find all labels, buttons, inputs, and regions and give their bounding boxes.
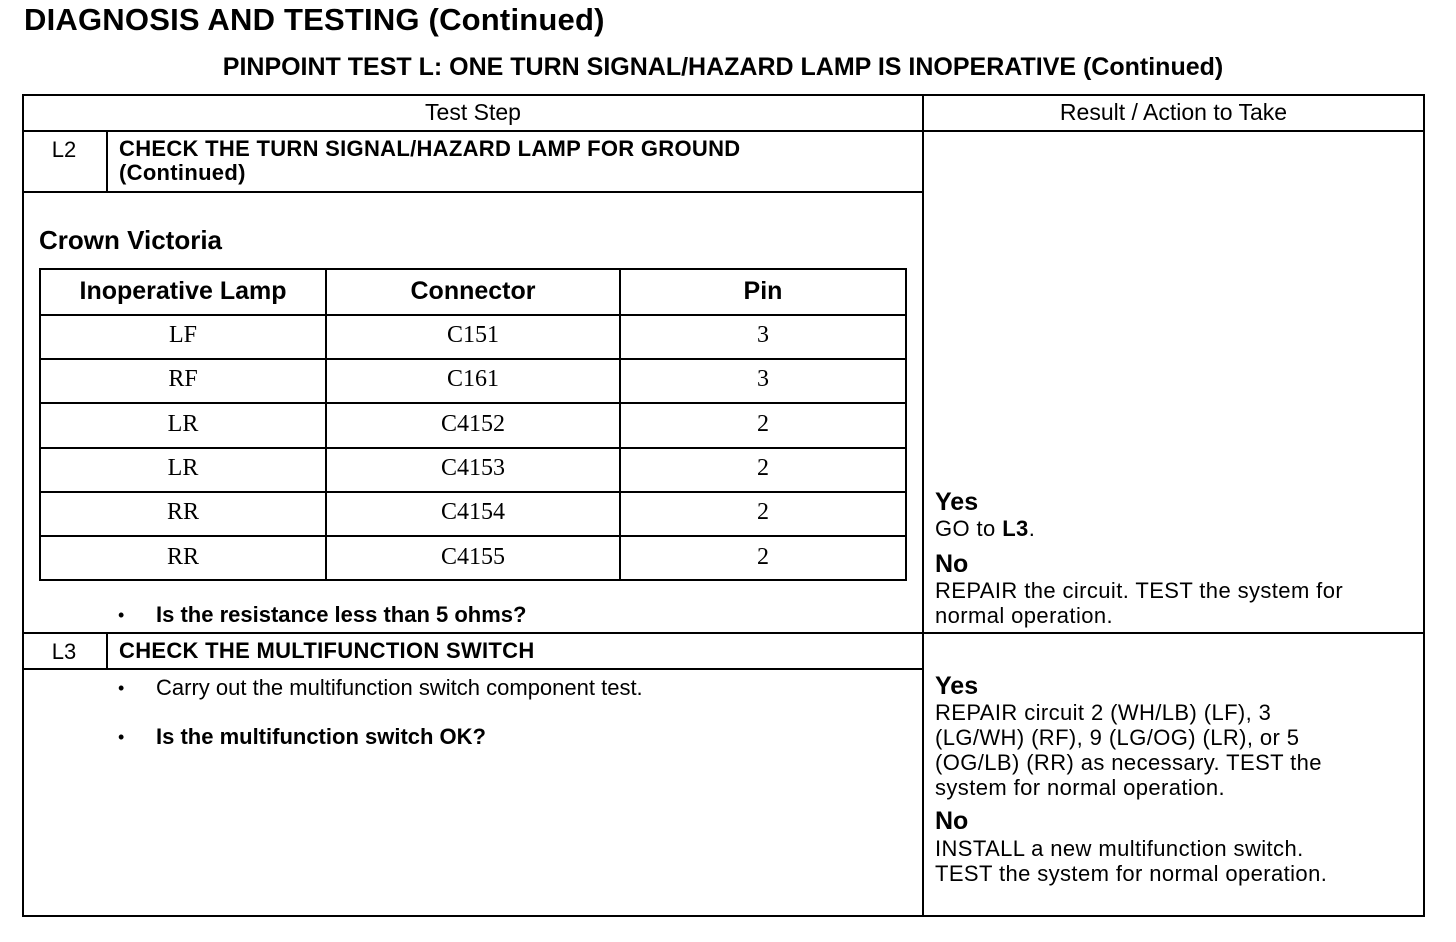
result-no-line: TEST the system for normal operation.: [935, 861, 1328, 886]
step-title: CHECK THE MULTIFUNCTION SWITCH: [119, 638, 535, 663]
column-header-connector: Connector: [410, 277, 536, 305]
connector-cell: C4152: [440, 411, 505, 437]
lamp-cell: LF: [168, 322, 197, 348]
step-question: Is the resistance less than 5 ohms?: [156, 602, 527, 627]
result-yes-line: (OG/LB) (RR) as necessary. TEST the: [935, 750, 1322, 775]
result-yes-line: (LG/WH) (RF), 9 (LG/OG) (LR), or 5: [935, 725, 1300, 750]
result-no-line: normal operation.: [935, 603, 1114, 628]
result-no-line: REPAIR the circuit. TEST the system for: [935, 578, 1344, 603]
page-title: DIAGNOSIS AND TESTING (Continued): [24, 2, 605, 37]
connector-cell: C4153: [440, 455, 505, 481]
step-action: Carry out the multifunction switch component test.: [156, 675, 643, 700]
result-yes-end: .: [1028, 516, 1036, 541]
pin-cell: 2: [757, 544, 769, 570]
lamp-cell: RF: [168, 366, 198, 392]
pinpoint-test-title: PINPOINT TEST L: ONE TURN SIGNAL/HAZARD LAMP IS INOPERATIVE (Continued): [222, 53, 1224, 81]
step-id: L2: [51, 137, 77, 162]
pin-cell: 2: [757, 411, 769, 437]
connector-cell: C151: [446, 322, 499, 348]
result-no-line: INSTALL a new multifunction switch.: [935, 836, 1304, 861]
result-no-label: No: [935, 550, 969, 578]
vehicle-model: Crown Victoria: [39, 225, 223, 255]
step-id: L3: [51, 639, 77, 664]
result-yes-label: Yes: [935, 488, 979, 516]
column-header-pin: Pin: [743, 277, 783, 305]
result-yes-action: [935, 516, 1035, 541]
result-yes-text: GO to: [935, 516, 1003, 541]
bullet-icon: •: [118, 727, 125, 747]
lamp-cell: LR: [167, 411, 199, 437]
result-yes-line: REPAIR circuit 2 (WH/LB) (LF), 3: [935, 700, 1272, 725]
connector-cell: C4154: [440, 499, 505, 525]
bullet-icon: •: [118, 605, 125, 625]
column-header-inoperative-lamp: Inoperative Lamp: [79, 277, 287, 305]
step-title: CHECK THE TURN SIGNAL/HAZARD LAMP FOR GROUND: [119, 136, 741, 161]
step-question: Is the multifunction switch OK?: [156, 724, 486, 749]
lamp-cell: RR: [166, 544, 199, 570]
step-title-continued: (Continued): [119, 160, 246, 185]
header-test-step: Test Step: [425, 99, 521, 125]
result-yes-label: Yes: [935, 672, 979, 700]
result-yes-line: system for normal operation.: [935, 775, 1225, 800]
connector-cell: C161: [446, 366, 499, 392]
connector-cell: C4155: [440, 544, 505, 570]
lamp-cell: LR: [167, 455, 199, 481]
lamp-cell: RR: [166, 499, 199, 525]
pin-cell: 3: [757, 366, 769, 392]
pin-cell: 2: [757, 499, 769, 525]
pin-cell: 3: [757, 322, 769, 348]
result-yes-target: L3: [1002, 516, 1029, 541]
header-result-action: Result / Action to Take: [1059, 99, 1288, 125]
result-no-label: No: [935, 807, 969, 835]
bullet-icon: •: [118, 678, 125, 698]
pin-cell: 2: [757, 455, 769, 481]
